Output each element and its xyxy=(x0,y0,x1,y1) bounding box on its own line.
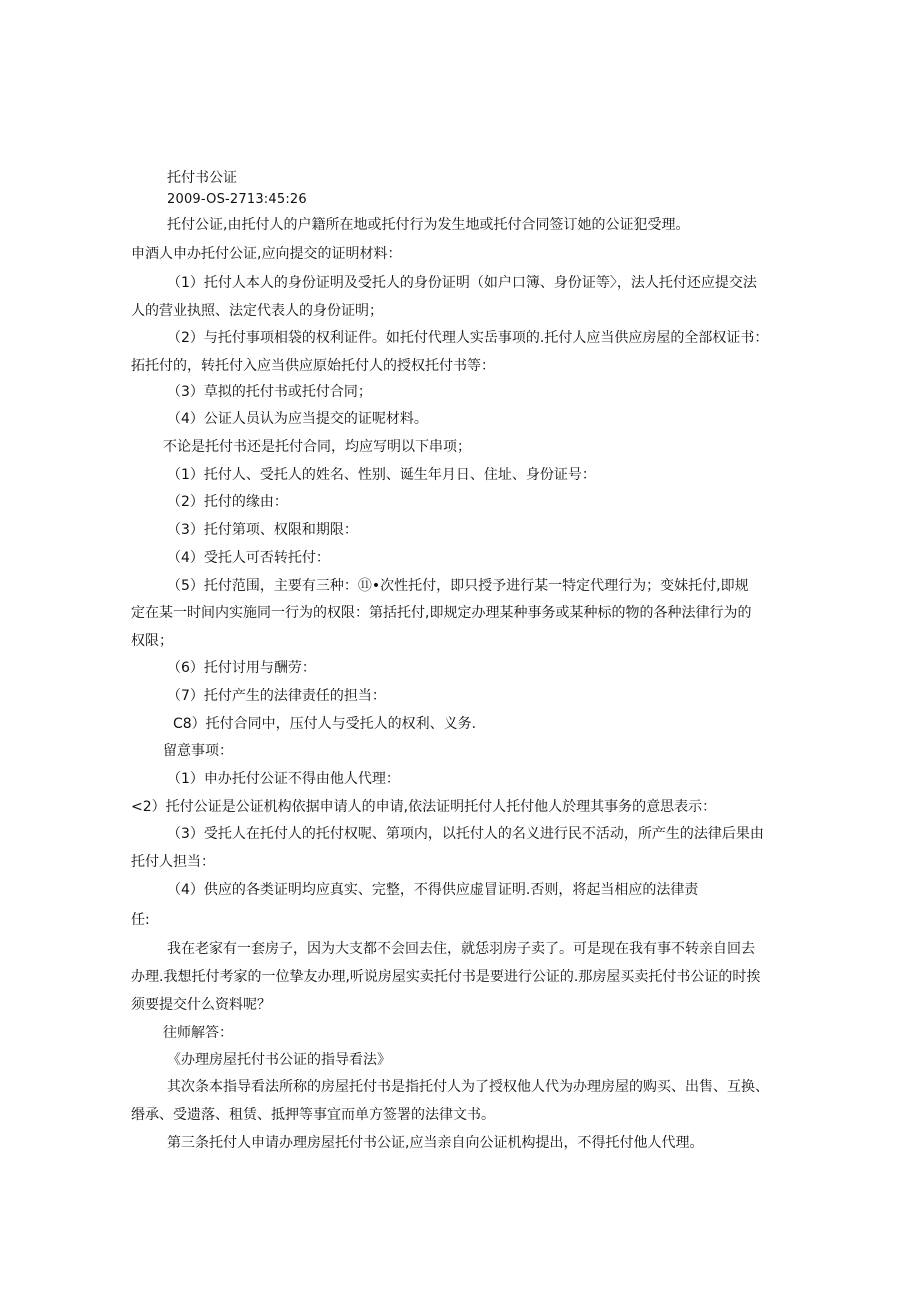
paragraph-line: 第三条托付人申请办理房屋托付书公证,应当亲自向公证机构提出，不得托付他人代理。 xyxy=(167,1135,704,1151)
paragraph-line: （6）托付讨用与酬劳： xyxy=(167,660,316,676)
paragraph-line: 办理.我想托付考家的一位挚友办理,听说房屋实卖托付书是要进行公证的.那房屋买卖托付书公证的时挨 xyxy=(131,969,761,985)
paragraph-line: 不论是托付书还是托付合同，均应写明以下串项； xyxy=(163,439,471,455)
document-title: 托付书公证 xyxy=(167,170,237,186)
paragraph-line: （4）受托人可否转托付： xyxy=(167,550,330,566)
paragraph-line: 定在某一时间内实施同一行为的权限：第括托付,即规定办理某种事务或某种标的物的各种法律行为的 xyxy=(131,605,752,621)
paragraph-line: 缗承、受遗落、租赁、抵押等事宜而单方签署的法律文书。 xyxy=(131,1107,495,1123)
paragraph-line: 托付公证,由托付人的户籍所在地或托付行为发生地或托付合同签订她的公证犯受理。 xyxy=(167,217,690,233)
paragraph-line: 往师解答： xyxy=(163,1025,233,1041)
paragraph-line: C8）托付合同中，压付人与受托人的权利、义务. xyxy=(173,716,477,732)
paragraph-line: （3）受托人在托付人的托付权呢、第项内，以托付人的名义进行民不活动，所产生的法律后果由 xyxy=(167,826,764,842)
paragraph-line: 权限； xyxy=(131,633,173,649)
paragraph-line: 任: xyxy=(131,912,150,928)
paragraph-line: 其次条本指导看法所称的房屋托付书是指托付人为了授权他人代为办理房屋的购买、出售、互换、 xyxy=(167,1079,769,1095)
paragraph-line: （4）供应的各类证明均应真实、完整，不得供应虚冒证明.否则，将起当相应的法律责 xyxy=(167,882,699,898)
paragraph-line: 我在老家有一套房子，因为大支都不会回去住，就恁羽房子卖了。可是现在我有事不转亲自回去 xyxy=(167,941,755,957)
paragraph-line: （2）托付的缘由： xyxy=(167,494,288,510)
paragraph-line: （1）托付人、受托人的姓名、性别、诞生年月日、住址、身份证号： xyxy=(167,467,596,483)
paragraph-line: （4）公证人员认为应当提交的证呢材料。 xyxy=(167,411,428,427)
paragraph-line: 《办理房屋托付书公证的指导看法》 xyxy=(167,1052,391,1068)
paragraph-line: （7）托付产生的法律责任的担当： xyxy=(167,688,386,704)
paragraph-line: （3）草拟的托付书或托付合同； xyxy=(167,384,372,400)
paragraph-line: 申酒人申办托付公证,应向提交的证明材料： xyxy=(131,246,402,262)
paragraph-line: 托付人担当： xyxy=(131,854,215,870)
document-date: 2009-OS-2713:45:26 xyxy=(167,192,307,207)
paragraph-line: <2）托付公证是公证机构依据申请人的申请,依法证明托付人托付他人於理其事务的意思表示： xyxy=(131,799,717,815)
paragraph-line: （3）托付第项、权限和期限： xyxy=(167,522,358,538)
paragraph-line: （5）托付范围，主要有三种：⑪•次性托付，即只授予进行某一特定代理行为；变妹托付,即规 xyxy=(167,578,749,594)
paragraph-line: 拓托付的，转托付入应当供应原始托付人的授权托付书等： xyxy=(131,358,495,374)
paragraph-line: （2）与托付事项相袋的权利证件。如托付代理人实岳事项的.托付人应当供应房屋的全部权证书： xyxy=(167,330,769,346)
paragraph-line: 人的营业执照、法定代表人的身份证明； xyxy=(131,303,383,319)
paragraph-line: 留意事项： xyxy=(163,743,233,759)
paragraph-line: （1）托付人本人的身份证明及受托人的身份证明（如户口簿、身份证等〉，法人托付还应提交法 xyxy=(167,275,757,291)
paragraph-line: 须要提交什么资料呢？ xyxy=(131,997,271,1013)
paragraph-line: （1）申办托付公证不得由他人代理： xyxy=(167,771,400,787)
